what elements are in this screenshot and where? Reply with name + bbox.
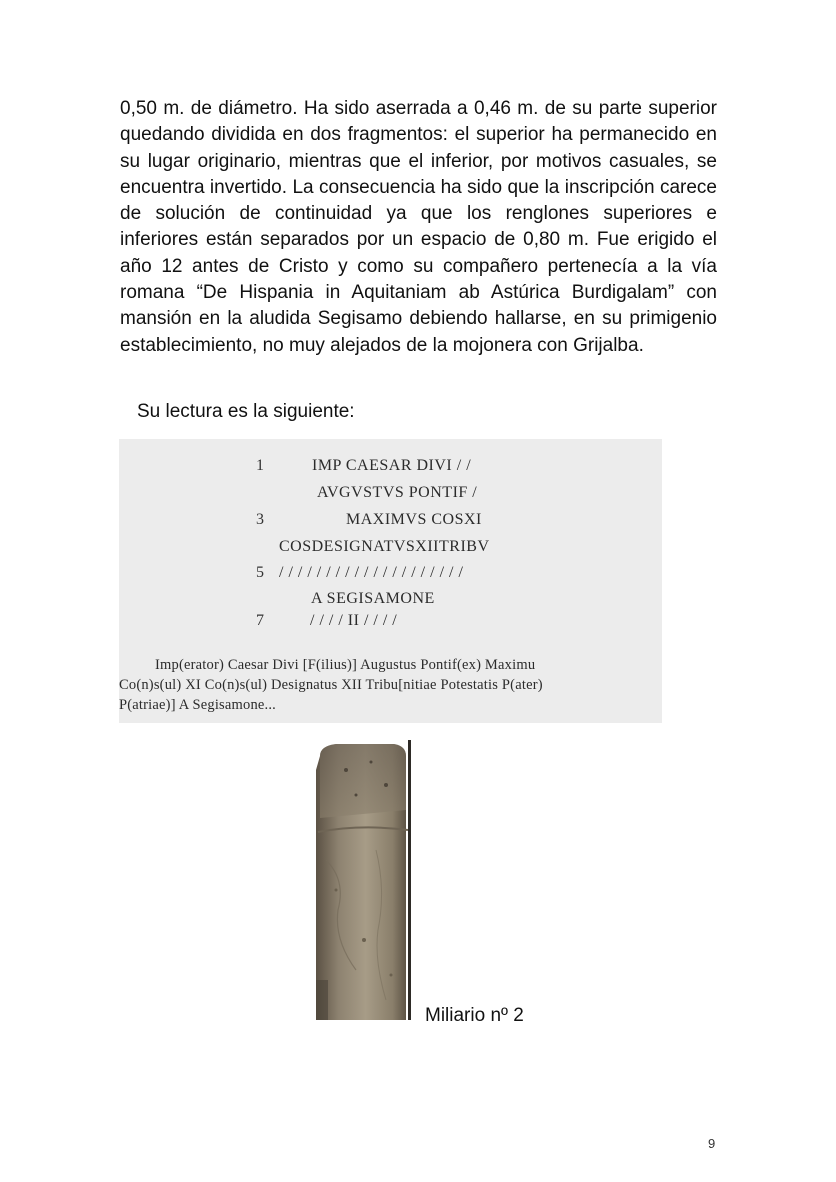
body-paragraph: 0,50 m. de diámetro. Ha sido aserrada a 0,46 m. de su parte superior quedando dividida en dos fragmentos: el superior ha permanecido en su lugar originario, mientras que el inferior, por motivos casuales, se encuentra invertido. La consecuencia ha sido que la inscripción carece de solución de continuidad ya que los renglones superiores e inferiores están separados por un espacio de 0,80 m. Fue erigido el año 12 antes de Cristo y como su compañero pertenecía a la vía romana “De Hispania in Aquitaniam ab Astúrica Burdigalam” con mansión en la aludida Segisamo debiendo hallarse, en su primigenio establecimiento, no muy alejados de la mojonera con Grijalba. — [120, 98, 717, 356]
inscription-line-3: MAXIMVS COSXI — [346, 511, 482, 528]
inscription-line-6: A SEGISAMONE — [311, 590, 435, 607]
page-number: 9 — [708, 1136, 716, 1151]
inscription-line-1: IMP CAESAR DIVI / / — [312, 457, 472, 474]
reading-intro: Su lectura es la siguiente: — [137, 401, 355, 422]
line-number-5: 5 — [256, 564, 264, 581]
transcription-line-3: P(atriae)] A Segisamone... — [119, 697, 277, 713]
inscription-line-4: COSDESIGNATVSXIITRIBV — [279, 538, 490, 555]
figure-caption: Miliario nº 2 — [425, 1005, 524, 1026]
transcription-line-1: Imp(erator) Caesar Divi [F(ilius)] Augustus Pontif(ex) Maximu — [155, 657, 536, 673]
inscription-scan — [119, 439, 662, 723]
inscription-line-2: AVGVSTVS PONTIF / — [317, 484, 478, 501]
line-number-7: 7 — [256, 612, 264, 629]
inscription-line-5: / / / / / / / / / / / / / / / / / / / / — [279, 564, 464, 581]
inscription-line-7: / / / / II / / / / — [310, 612, 398, 629]
line-number-3: 3 — [256, 511, 264, 528]
milestone-photo — [316, 740, 413, 1020]
transcription-line-2: Co(n)s(ul) XI Co(n)s(ul) Designatus XII Tribu[nitiae Potestatis P(ater) — [119, 677, 543, 693]
line-number-1: 1 — [256, 457, 264, 474]
